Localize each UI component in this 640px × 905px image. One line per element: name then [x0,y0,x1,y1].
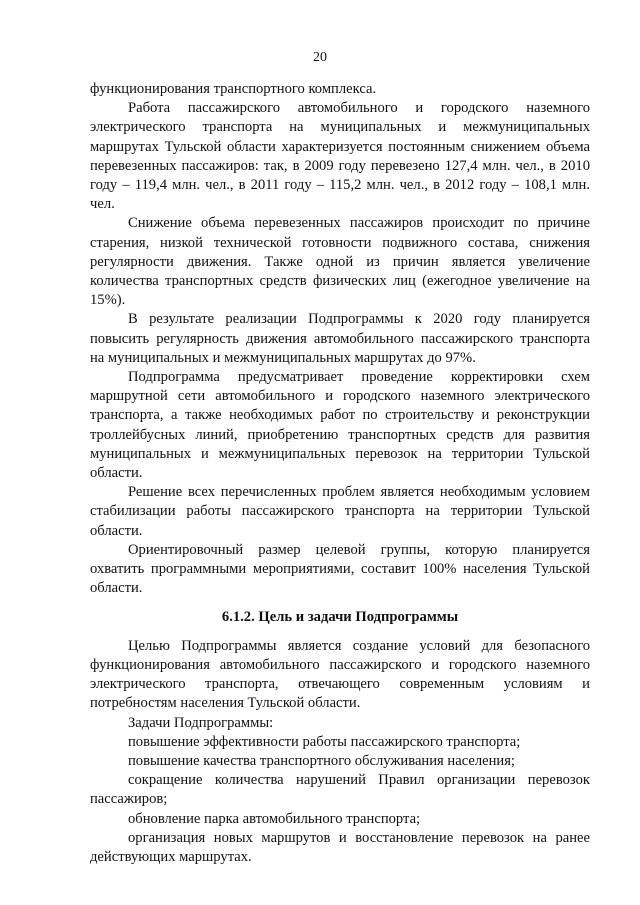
paragraph-target-group: Ориентировочный размер целевой группы, которую планируется охватить программными мероприятиями, составит 100% населения Тульской области. [90,541,590,597]
paragraph-goal: Целью Подпрограммы является создание условий для безопасного функционирования автомобильного пассажирского и городского наземного электрического транспорта, отвечающего современным условиям и потребностям населения Тульской области. [90,637,590,712]
paragraph-solution: Решение всех перечисленных проблем является необходимым условием стабилизации работы пассажирского транспорта на территории Тульской области. [90,484,590,539]
paragraph-subprogram-scope: Подпрограмма предусматривает проведение корректировки схем маршрутной сети автомобильного и городского наземного электрического транспорта, а также необходимых работ по строительству и реконструкции троллейбусных линий, приобретению транспортных средств для развития муниципальных и межмуниципальных перевозок на территории Тульской области. [90,369,590,482]
paragraph-passenger-decline: Работа пассажирского автомобильного и городского наземного электрического транспорта на муниципальных и межмуниципальных маршрутах Тульской области характеризуется постоянным снижением объема перевезенных пассажиров: так, в 2009 году перевезено 127,4 млн. чел., в 2010 году – 119,4 млн. чел., в 2011 году – 115,2 млн. чел., в 2012 году – 108,1 млн. чел. [90,100,590,213]
tasks-label: Задачи Подпрограммы: [128,714,274,731]
task-item: сокращение количества нарушений Правил организации перевозок пассажиров; [90,772,590,808]
task-item: повышение качества транспортного обслуживания населения; [128,752,515,769]
document-body [90,80,590,867]
paragraph-regularity-target: В результате реализации Подпрограммы к 2020 году планируется повысить регулярность движения автомобильного пассажирского транспорта на муниципальных и межмуниципальных маршрутах до 97%. [90,311,590,366]
paragraph-continuation: функционирования транспортного комплекса. [90,81,377,97]
task-item: обновление парка автомобильного транспорта; [128,810,421,827]
paragraph-decline-causes: Снижение объема перевезенных пассажиров происходит по причине старения, низкой технической готовности подвижного состава, снижения регулярности движения. Также одной из причин является увеличение количества транспортных средств физических лиц (ежегодное увеличение на 15%). [90,215,590,309]
section-heading: 6.1.2. Цель и задачи Подпрограммы [221,609,459,626]
task-item: повышение эффективности работы пассажирского транспорта; [128,733,521,750]
task-item: организация новых маршрутов и восстановление перевозок на ранее действующих маршрутах. [90,829,590,865]
page-number: 20 [313,50,327,65]
